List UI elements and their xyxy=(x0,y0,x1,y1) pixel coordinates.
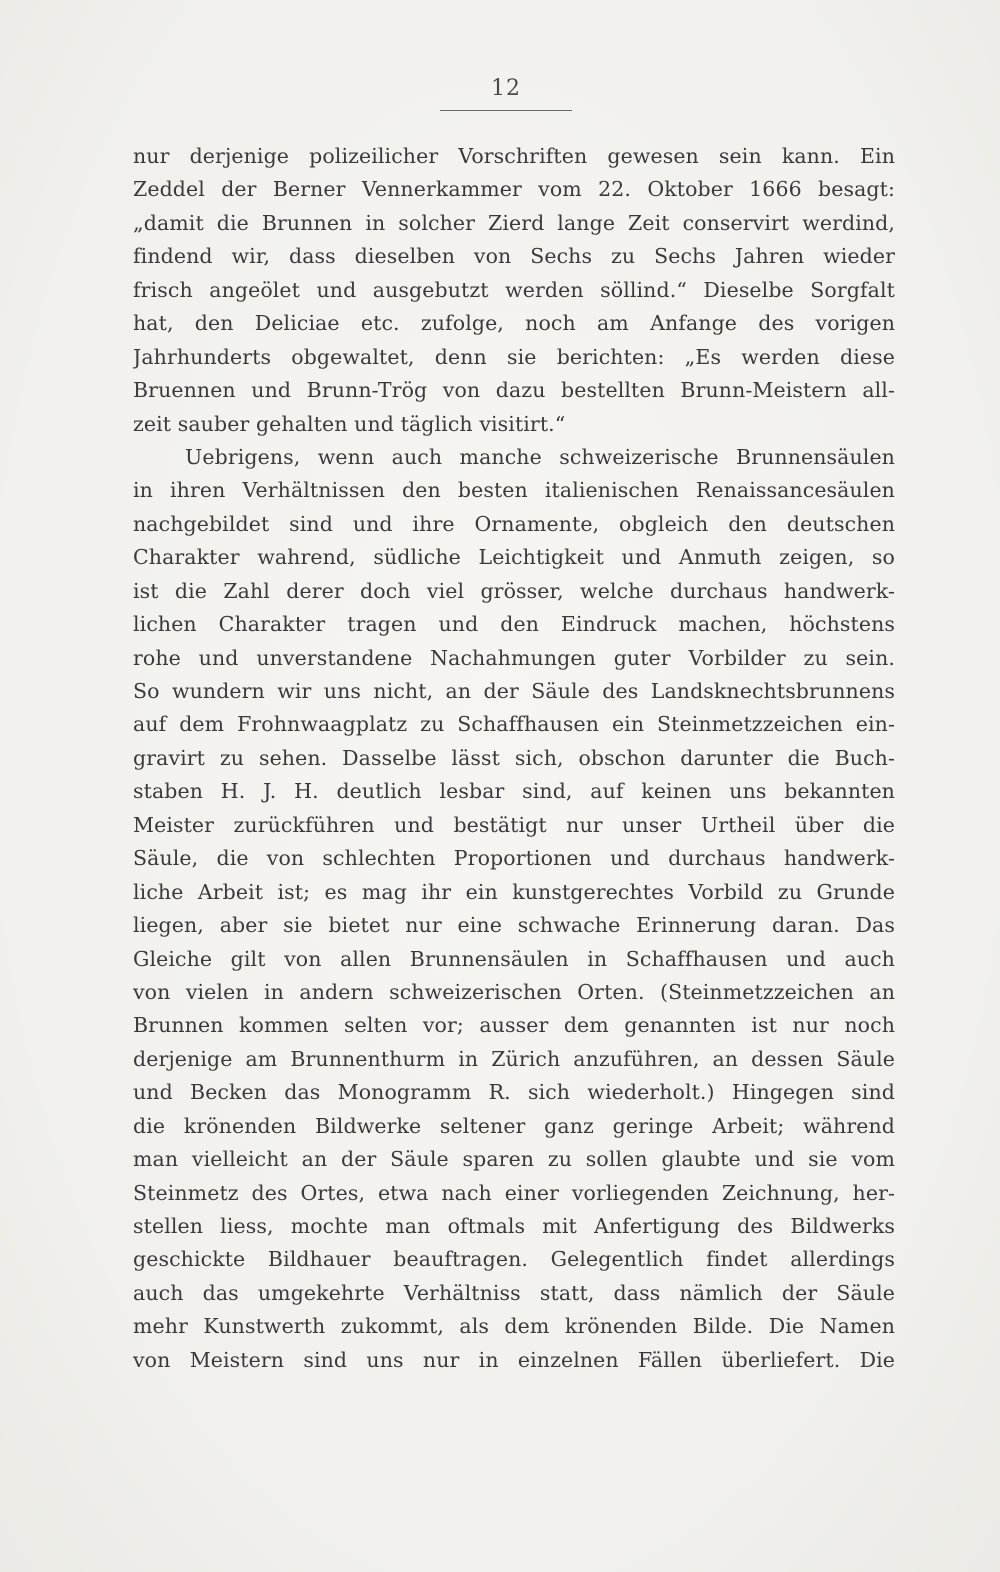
text-line: „damit die Brunnen in solcher Zierd lange Zeit conservirt werdind, xyxy=(133,210,895,235)
text-line: die krönenden Bildwerke seltener ganz geringe Arbeit; während xyxy=(133,1113,895,1138)
text-line: staben H. J. H. deutlich lesbar sind, auf keinen uns bekannten xyxy=(133,779,895,804)
text-line: Zeddel der Berner Vennerkammer vom 22. Oktober 1666 besagt: xyxy=(133,177,895,202)
text-line: auch das umgekehrte Verhältniss statt, dass nämlich der Säule xyxy=(133,1280,895,1305)
text-line: Steinmetz des Ortes, etwa nach einer vorliegenden Zeichnung, her- xyxy=(133,1180,895,1205)
text-line: nur derjenige polizeilicher Vorschriften gewesen sein kann. Ein xyxy=(133,144,895,168)
text-line: geschickte Bildhauer beauftragen. Gelegentlich findet allerdings xyxy=(133,1247,895,1272)
text-line: liche Arbeit ist; es mag ihr ein kunstgerechtes Vorbild zu Grunde xyxy=(133,879,895,904)
text-line: mehr Kunstwerth zukommt, als dem krönenden Bilde. Die Namen xyxy=(133,1314,895,1339)
header-rule xyxy=(440,110,572,111)
text-line: zeit sauber gehalten und täglich visitirt.“ xyxy=(133,411,566,436)
page-number: 12 xyxy=(491,76,521,101)
text-line: Gleiche gilt von allen Brunnensäulen in Schaffhausen und auch xyxy=(133,946,895,971)
text-line: Brunnen kommen selten vor; ausser dem genannten ist nur noch xyxy=(133,1013,895,1038)
text-line: lichen Charakter tragen und den Eindruck machen, höchstens xyxy=(133,612,895,637)
text-line: hat, den Deliciae etc. zufolge, noch am Anfange des vorigen xyxy=(133,311,895,336)
text-line: stellen liess, mochte man oftmals mit Anfertigung des Bildwerks xyxy=(133,1214,895,1238)
text-line: und Becken das Monogramm R. sich wiederholt.) Hingegen sind xyxy=(133,1080,895,1105)
text-line: gravirt zu sehen. Dasselbe lässt sich, obschon darunter die Buch- xyxy=(133,745,895,770)
text-line: von vielen in andern schweizerischen Orten. (Steinmetzzeichen an xyxy=(133,979,895,1004)
text-line: Säule, die von schlechten Proportionen und durchaus handwerk- xyxy=(133,846,895,871)
text-line: in ihren Verhältnissen den besten italienischen Renaissancesäulen xyxy=(133,478,895,503)
text-line: liegen, aber sie bietet nur eine schwache Erinnerung daran. Das xyxy=(133,913,895,938)
text-line: derjenige am Brunnenthurm in Zürich anzuführen, an dessen Säule xyxy=(133,1046,895,1071)
text-line: auf dem Frohnwaagplatz zu Schaffhausen ein Steinmetzzeichen ein- xyxy=(133,712,895,737)
text-line: ist die Zahl derer doch viel grösser, welche durchaus handwerk- xyxy=(133,578,895,603)
text-line: Uebrigens, wenn auch manche schweizerische Brunnensäulen xyxy=(185,444,895,469)
text-line: Jahrhunderts obgewaltet, denn sie berichten: „Es werden diese xyxy=(133,344,895,369)
text-line: nachgebildet sind und ihre Ornamente, obgleich den deutschen xyxy=(133,511,895,536)
text-line: frisch angeölet und ausgebutzt werden söllind.“ Dieselbe Sorgfalt xyxy=(133,277,895,302)
text-line: So wundern wir uns nicht, an der Säule des Landsknechtsbrunnens xyxy=(133,679,895,703)
body-text xyxy=(133,140,895,1377)
text-line: Meister zurückführen und bestätigt nur unser Urtheil über die xyxy=(133,812,895,837)
text-line: Charakter wahrend, südliche Leichtigkeit und Anmuth zeigen, so xyxy=(133,545,895,570)
text-line: man vielleicht an der Säule sparen zu sollen glaubte und sie vom xyxy=(133,1147,895,1172)
text-line: rohe und unverstandene Nachahmungen guter Vorbilder zu sein. xyxy=(133,645,895,670)
text-line: von Meistern sind uns nur in einzelnen Fällen überliefert. Die xyxy=(133,1347,895,1372)
text-line: Bruennen und Brunn-Trög von dazu bestellten Brunn-Meistern all- xyxy=(133,378,895,403)
text-line: findend wir, dass dieselben von Sechs zu Sechs Jahren wieder xyxy=(133,244,895,269)
